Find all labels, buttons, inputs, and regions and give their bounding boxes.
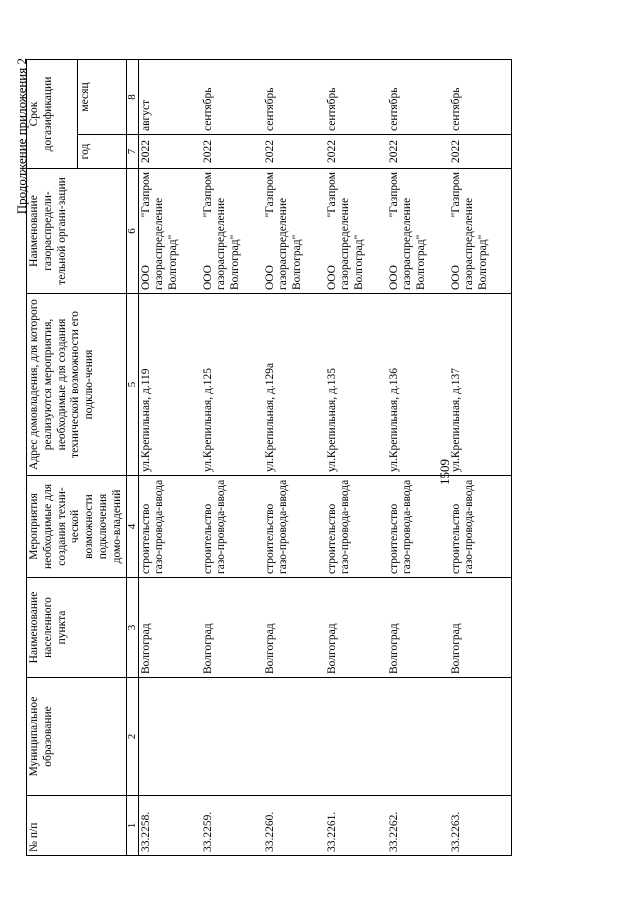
header-row xyxy=(27,60,78,856)
header-address: Адрес домовладения, для которого реализуются мероприятия, необходимые для создания технической возможности его подклю-чения xyxy=(27,294,127,476)
table-row xyxy=(325,60,387,856)
table-row xyxy=(263,60,325,856)
header-measures: Мероприятия необходимые для создания техни-ческой возможности подключения домо-владений xyxy=(27,476,127,578)
row-month: сентябрь xyxy=(387,60,449,135)
header-municipality: Муниципальное образование xyxy=(27,678,127,796)
row-municipality xyxy=(263,678,325,796)
table-row xyxy=(138,60,201,856)
row-number: 33.2263. xyxy=(449,796,512,856)
colnum-7: 7 xyxy=(126,135,138,169)
row-year: 2022 xyxy=(449,135,512,169)
row-month: сентябрь xyxy=(449,60,512,135)
row-organization: ООО "Газпром газораспределение Волгоград" xyxy=(263,169,325,294)
row-municipality xyxy=(325,678,387,796)
row-settlement: Волгоград xyxy=(387,578,449,678)
row-number: 33.2261. xyxy=(325,796,387,856)
row-year: 2022 xyxy=(263,135,325,169)
row-settlement: Волгоград xyxy=(449,578,512,678)
row-measure: строительство газо-провода-ввода xyxy=(449,476,512,578)
row-month: сентябрь xyxy=(201,60,263,135)
row-organization: ООО "Газпром газораспределение Волгоград" xyxy=(325,169,387,294)
colnum-2: 2 xyxy=(126,678,138,796)
row-address: ул.Крепильная, д.137 xyxy=(449,294,512,476)
column-numbers-row xyxy=(126,60,138,856)
page-caption: Продолжение приложения 2 xyxy=(14,58,29,215)
row-number: 33.2258. xyxy=(138,796,201,856)
row-organization: ООО "Газпром газораспределение Волгоград" xyxy=(138,169,201,294)
row-organization: ООО "Газпром газораспределение Волгоград" xyxy=(449,169,512,294)
row-address: ул.Крепильная, д.129а xyxy=(263,294,325,476)
gasification-table xyxy=(26,59,512,856)
row-number: 33.2260. xyxy=(263,796,325,856)
page-number: 1509 xyxy=(437,459,452,485)
row-address: ул.Крепильная, д.135 xyxy=(325,294,387,476)
row-measure: строительство газо-провода-ввода xyxy=(201,476,263,578)
row-year: 2022 xyxy=(325,135,387,169)
row-year: 2022 xyxy=(387,135,449,169)
row-municipality xyxy=(138,678,201,796)
table-row xyxy=(449,60,512,856)
row-municipality xyxy=(387,678,449,796)
row-year: 2022 xyxy=(201,135,263,169)
row-number: 33.2259. xyxy=(201,796,263,856)
colnum-8: 8 xyxy=(126,60,138,135)
row-month: август xyxy=(138,60,201,135)
row-address: ул.Крепильная, д.125 xyxy=(201,294,263,476)
row-year: 2022 xyxy=(138,135,201,169)
row-month: сентябрь xyxy=(325,60,387,135)
row-number: 33.2262. xyxy=(387,796,449,856)
table-row xyxy=(387,60,449,856)
row-settlement: Волгоград xyxy=(325,578,387,678)
colnum-4: 4 xyxy=(126,476,138,578)
header-year: год xyxy=(77,135,126,169)
header-deadline: Срок догазификации xyxy=(27,60,78,169)
row-organization: ООО "Газпром газораспределение Волгоград" xyxy=(387,169,449,294)
table-row xyxy=(201,60,263,856)
row-address: ул.Крепильная, д.119 xyxy=(138,294,201,476)
colnum-3: 3 xyxy=(126,578,138,678)
row-measure: строительство газо-провода-ввода xyxy=(387,476,449,578)
row-measure: строительство газо-провода-ввода xyxy=(263,476,325,578)
header-num: № п/п xyxy=(27,796,127,856)
colnum-1: 1 xyxy=(126,796,138,856)
colnum-6: 6 xyxy=(126,169,138,294)
colnum-5: 5 xyxy=(126,294,138,476)
row-settlement: Волгоград xyxy=(138,578,201,678)
row-settlement: Волгоград xyxy=(263,578,325,678)
header-settlement: Наименование населенного пункта xyxy=(27,578,127,678)
header-organization: Наименование газораспредели-тельной органи-зации xyxy=(27,169,127,294)
row-municipality xyxy=(449,678,512,796)
header-month: месяц xyxy=(77,60,126,135)
row-address: ул.Крепильная, д.136 xyxy=(387,294,449,476)
row-month: сентябрь xyxy=(263,60,325,135)
row-measure: строительство газо-провода-ввода xyxy=(138,476,201,578)
row-organization: ООО "Газпром газораспределение Волгоград" xyxy=(201,169,263,294)
row-settlement: Волгоград xyxy=(201,578,263,678)
row-measure: строительство газо-провода-ввода xyxy=(325,476,387,578)
row-municipality xyxy=(201,678,263,796)
